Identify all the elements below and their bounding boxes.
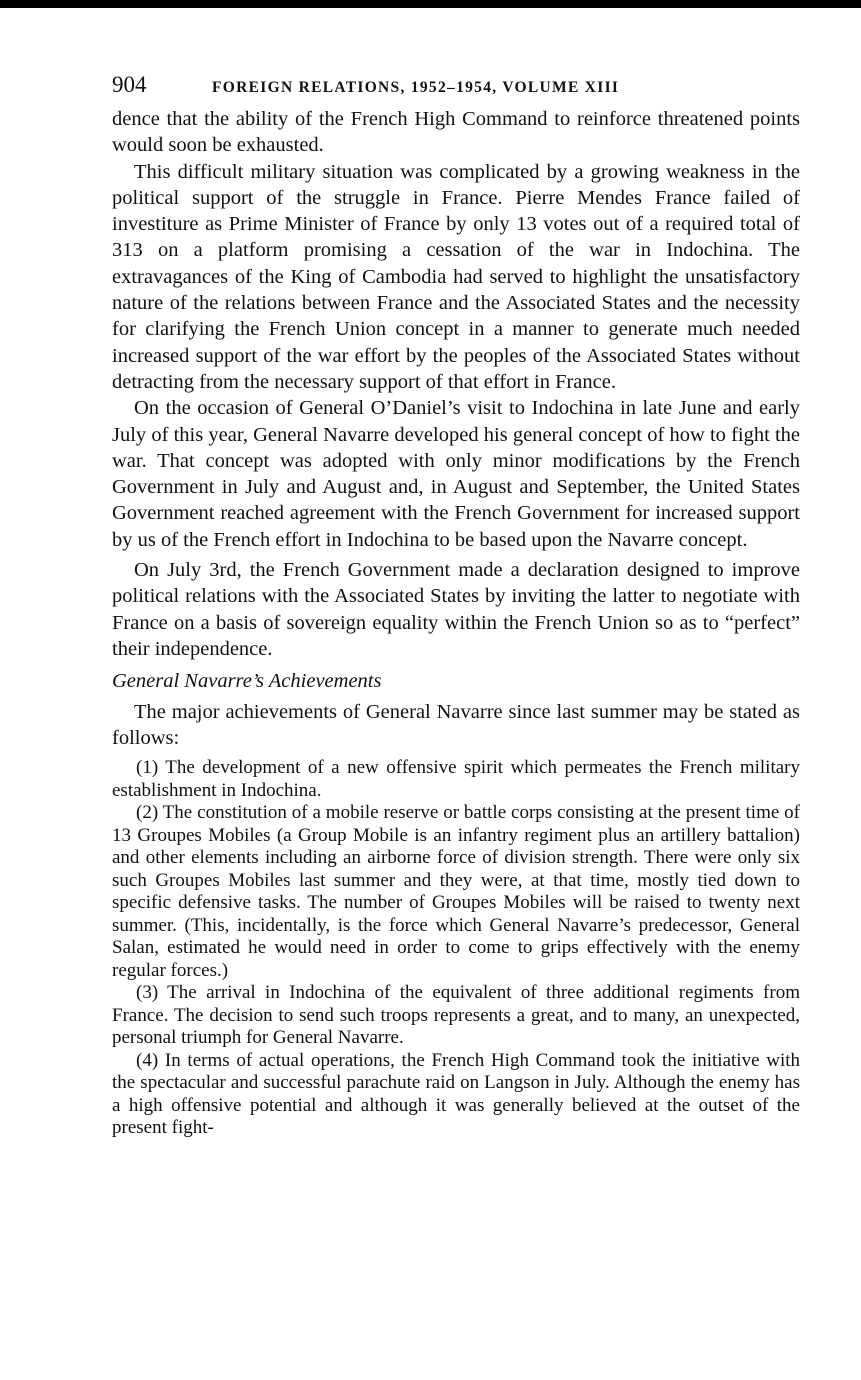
paragraph: On the occasion of General O’Daniel’s visit to Indochina in late June and early July of this year, General Navarre developed his general concept of how to fight the war. That concept was adopted with only minor modifications by the French Government in July and August and, in August and September, the United States Government reached agreement with the French Government for increased support by us of the French effort in Indochina to be based upon the Navarre concept. bbox=[112, 397, 800, 551]
list-item: (1) The development of a new offensive spirit which permeates the French military establishment in Indochina. bbox=[112, 757, 800, 801]
document-page bbox=[112, 72, 800, 1140]
achievements-list bbox=[112, 757, 800, 1140]
page-number: 904 bbox=[112, 72, 147, 97]
list-item: (2) The constitution of a mobile reserve or battle corps consisting at the present time of 13 Groupes Mobiles (a Group Mobile is an infantry regiment plus an artillery battalion) and other elements including an airborne force of division strength. There were only six such Groupes Mobiles last summer and they were, at that time, mostly tied down to specific defensive tasks. The number of Groupes Mobiles will be raised to twenty next summer. (This, incidentally, is the force which General Navarre’s predecessor, General Salan, estimated he would need in order to come to grips effectively with the enemy regular forces.) bbox=[112, 802, 800, 981]
section-intro: The major achievements of General Navarre since last summer may be stated as follows: bbox=[112, 700, 800, 749]
list-item: (4) In terms of actual operations, the French High Command took the initiative with the spectacular and successful parachute raid on Langson in July. Although the enemy has a high offensive potential and although it was generally believed at the outset of the present fight- bbox=[112, 1049, 800, 1139]
running-title: FOREIGN RELATIONS, 1952–1954, VOLUME XIII bbox=[212, 79, 620, 96]
list-item: (3) The arrival in Indochina of the equivalent of three additional regiments from France. The decision to send such troops represents a great, and to many, an unexpected, personal triumph for General Navarre. bbox=[112, 982, 800, 1049]
section-heading: General Navarre’s Achievements bbox=[112, 670, 382, 693]
body-text bbox=[112, 106, 800, 1140]
paragraph: This difficult military situation was complicated by a growing weakness in the political support of the struggle in France. Pierre Mendes France failed of investiture as Prime Minister of France by only 13 votes out of a required total of 313 on a platform promising a cessation of the war in Indochina. The extravagances of the King of Cambodia had served to highlight the unsatisfactory nature of the relations between France and the Associated States and the necessity for clarifying the French Union concept in a manner to generate much needed increased support of the war effort by the peoples of the Associated States without detracting from the necessary support of that effort in France. bbox=[112, 160, 800, 393]
scan-top-edge bbox=[0, 0, 861, 8]
paragraph: On July 3rd, the French Government made a declaration designed to improve political relations with the Associated States by inviting the latter to negotiate with France on a basis of sovereign equality within the French Union so as to “perfect” their independence. bbox=[112, 559, 800, 660]
paragraph-continued: dence that the ability of the French High Command to reinforce threatened points would soon be exhausted. bbox=[112, 108, 800, 157]
page-header bbox=[112, 72, 800, 106]
